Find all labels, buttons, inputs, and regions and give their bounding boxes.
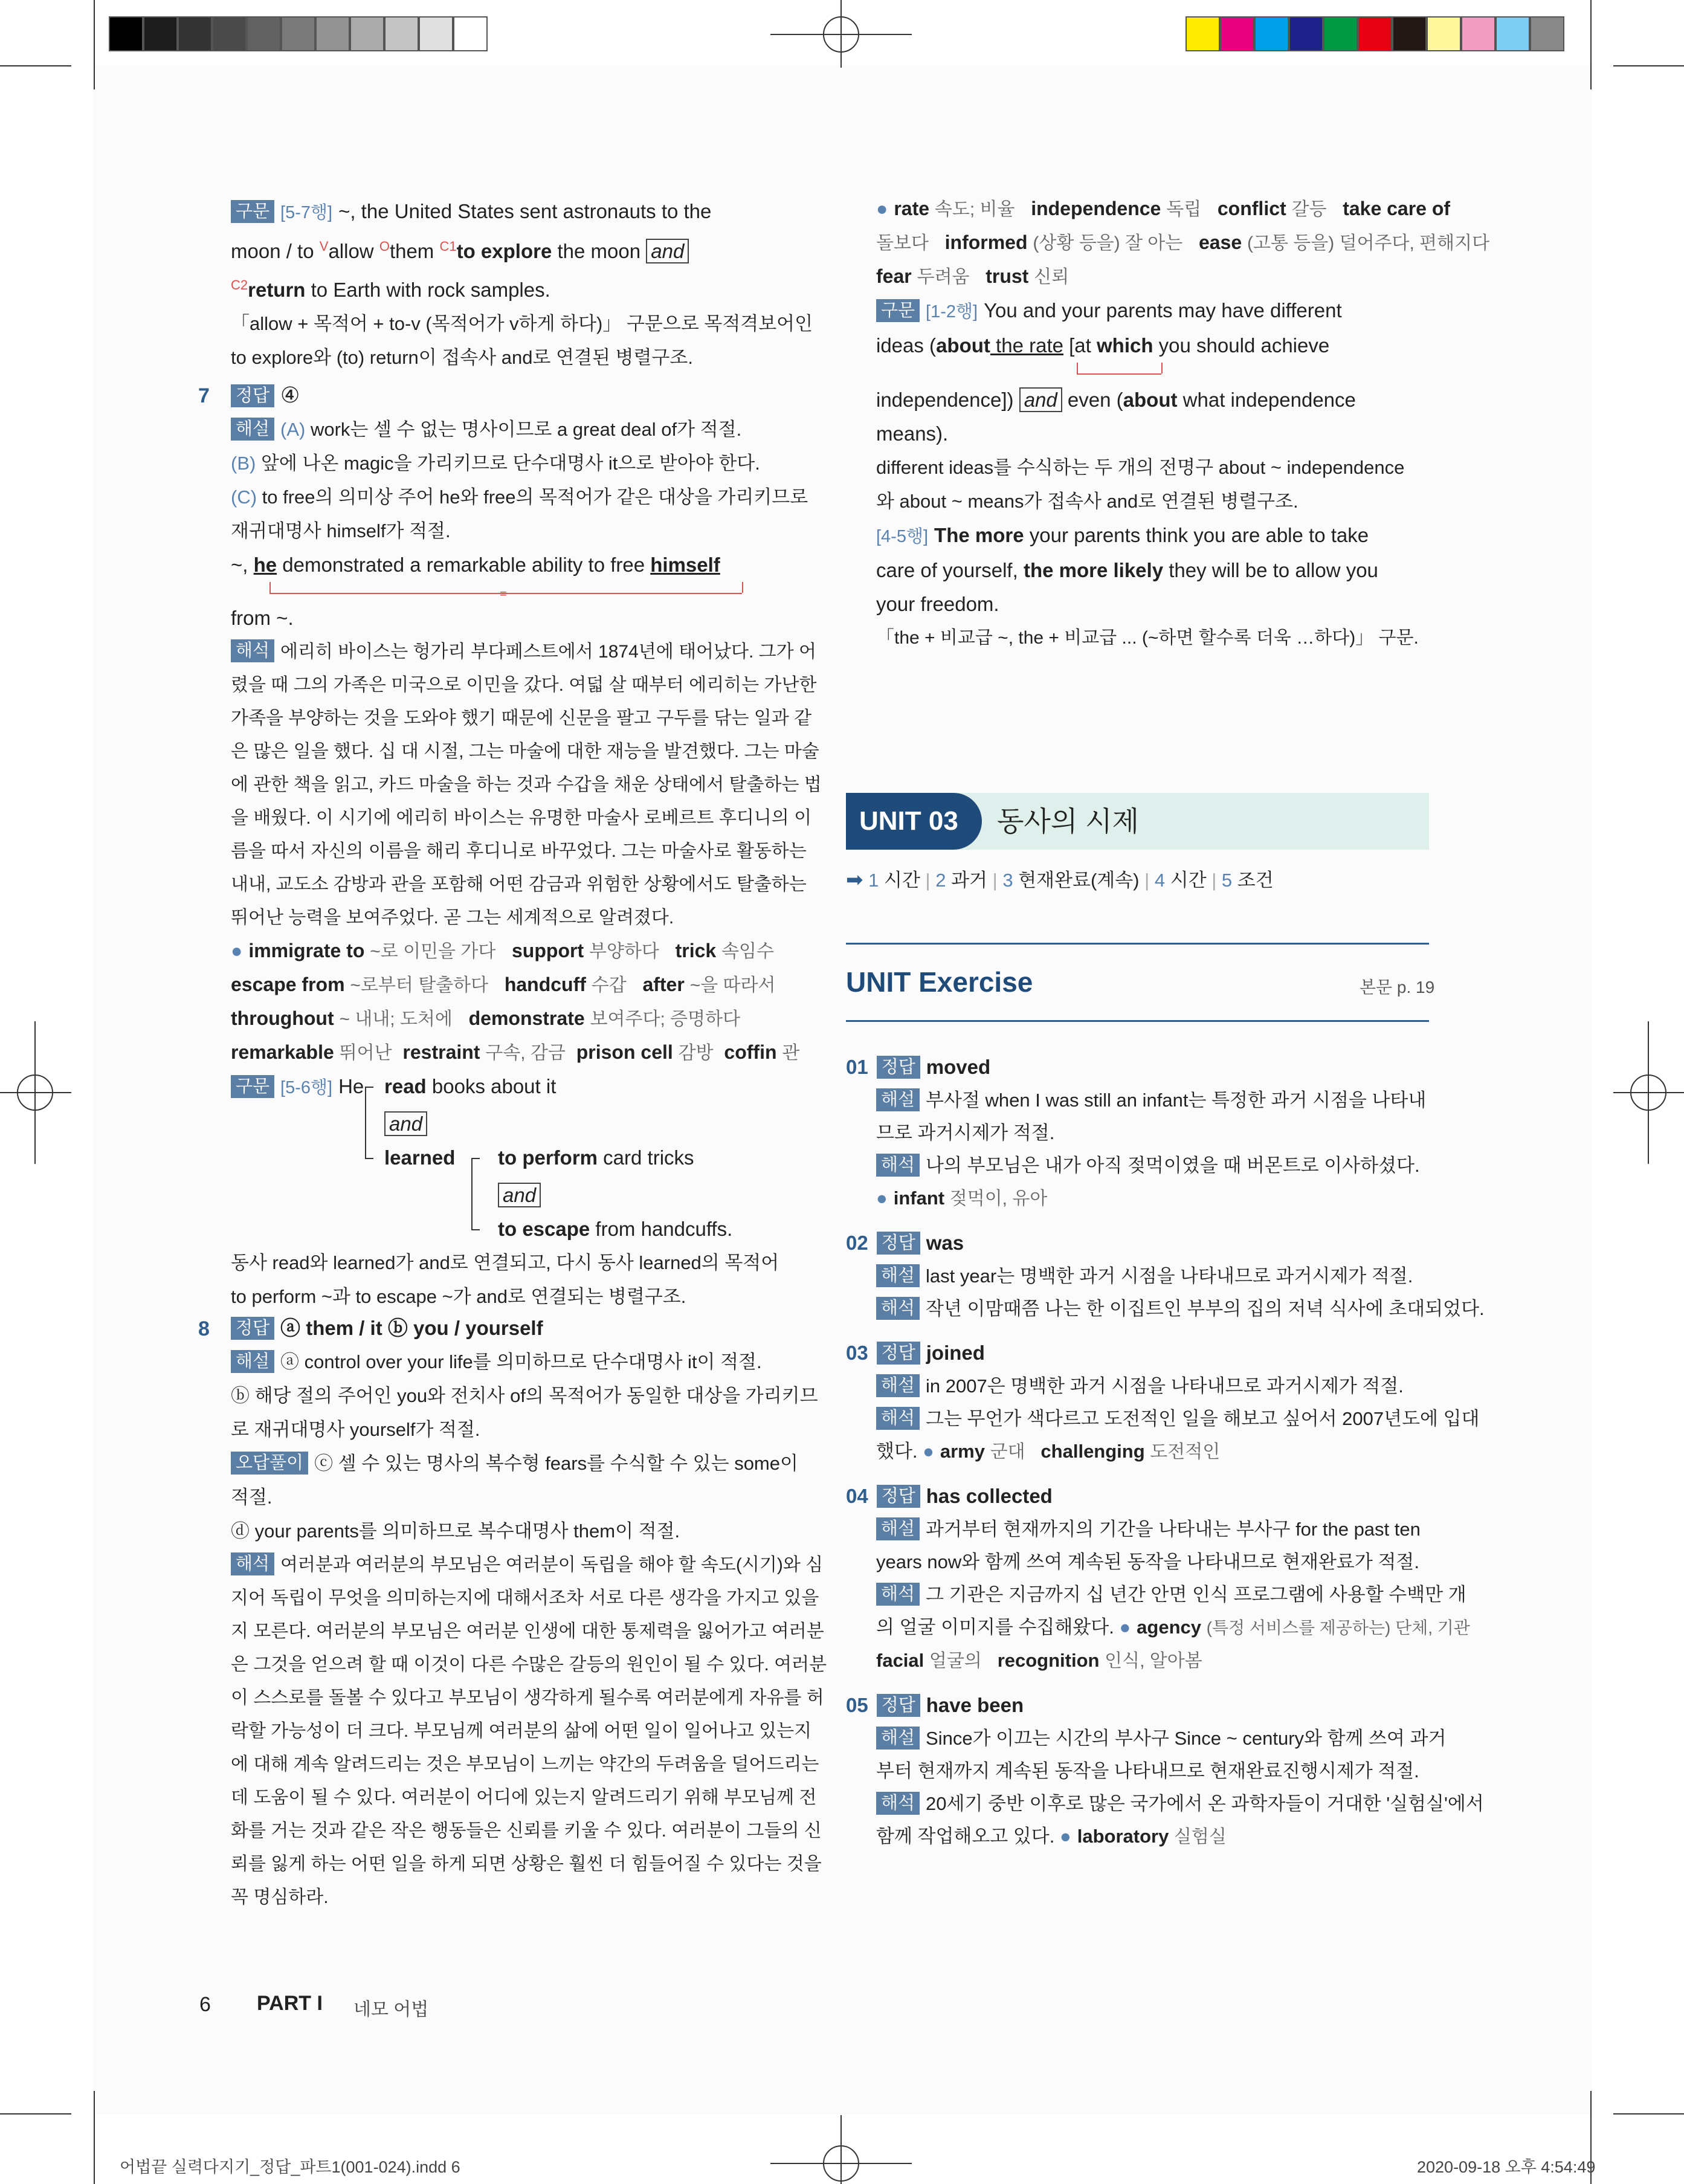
explanation-text: 과거부터 현재까지의 기간을 나타내는 부사구 for the past ten [926,1519,1421,1540]
sentence-text: [at [1063,334,1097,357]
translation-line: 름을 따서 자신의 이름을 해리 후디니로 바꾸었다. 그는 마술사로 활동하는 [231,841,807,861]
explanation-text: ⓑ 해당 절의 주어인 you와 전치사 of의 목적어가 동일한 대상을 가리키므 [231,1385,818,1406]
vocab-meaning: 부양하다 [589,942,659,961]
translation-line: 데 도움이 될 수 있다. 여러분이 어디에 있는지 알려드리기 위해 부모님께 전 [231,1788,817,1808]
vocab-word: independence [1031,198,1161,219]
arrow-right-icon: ➡ [846,868,863,891]
tag-explanation: 해설 [876,1374,920,1397]
crop-mark [0,2113,71,2115]
answer-text: was [926,1232,964,1254]
unit-link-label[interactable]: 조건 [1237,870,1274,891]
boxed-and: and [384,1111,427,1136]
vocab-meaning: ~을 따라서 [689,975,776,995]
sentence-text: moon / to [231,240,320,262]
crop-mark [94,2091,95,2184]
translation-line: 가족을 부양하는 것을 도와야 했기 때문에 신문을 팔고 구두를 닦는 일과 같 [231,708,812,728]
answer-text: have been [926,1694,1024,1716]
vocab-meaning: 보여주다; 증명하다 [590,1009,741,1029]
tag-translation: 해석 [876,1154,920,1177]
vocab-meaning: 젖먹이, 유아 [949,1189,1048,1209]
vocab-word: infant [893,1187,945,1209]
vocab-line [231,1036,800,1070]
grammar-note-5-7 [231,195,787,230]
vocab-meaning: 얼굴의 [929,1651,982,1671]
sentence-line [231,230,787,268]
phrase-the-more-likely: the more likely [1023,559,1164,581]
translation-line: 나의 부모님은 내가 아직 젖먹이였을 때 버몬트로 이사하셨다. [926,1155,1420,1176]
translation-line: 에리히 바이스는 헝가리 부다페스트에서 1874년에 태어났다. 그가 어 [280,642,816,662]
line-ref: [5-6행] [280,1078,333,1097]
tag-answer: 정답 [877,1342,920,1365]
explanation-text: ⓓ your parents를 의미하므로 복수대명사 them이 적절. [231,1520,680,1542]
vocab-word: throughout [231,1007,334,1029]
translation-line: 렸을 때 그의 가족은 미국으로 이민을 갔다. 여덟 살 때부터 에리히는 가난한 [231,675,817,695]
divider [846,1020,1429,1022]
line-ref: [5-7행] [280,203,333,222]
tag-translation: 해석 [876,1407,920,1430]
tag-translation: 해석 [876,1792,920,1815]
explanation-text: last year는 명백한 과거 시점을 나타내므로 과거시제가 적절. [926,1265,1413,1287]
translation-line: 지 모른다. 여러분의 부모님은 여러분 인생에 대한 통제력을 잃어가고 여러분 [231,1621,824,1641]
answer-text: moved [926,1056,991,1078]
unit-links: ➡ 1 시간 | 2 과거 | 3 현재완료(계속) | 4 시간 | 5 조건 [846,868,1274,891]
tag-explanation: 해설 [231,1350,274,1373]
color-swatch [212,16,247,51]
vocab-word: agency [1137,1617,1202,1638]
tag-explanation: 해설 [876,1727,920,1749]
color-swatch [178,16,212,51]
vocab-meaning: 속임수 [721,942,775,961]
word-he: he [253,554,277,576]
vocab-meaning: 두려움 [917,267,970,287]
vocab-meaning: 독립 [1166,199,1202,219]
exercise-list: 01 정답 moved 해설 부사절 when I was still an infant는 특정한 과거 시점을 나타내 므로 과거시제가 적절. 해석 나의 부모님은 내가 아직 젖먹이였을 때 버몬트로 이사하셨다. ● infant 젖먹이, 유아 02 정답 was 해설 last year는 명백한 과거 시점을 나타내므로 과거시제가 적절. 해석 작년 이맘때쯤 나는 한 이집트인 부부의 집의 저녁 식사에 초대되었다. 03 정답 joined 해설 in 2007은 명백한 과거 시점을 나타내므로 과거시제가 적절. 해석 그는 무언가 색다르고 도전적인 일을 해보고 싶어서 2007년도에 입대 했다. ● army 군대 challenging 도전적인 04 정답 has collected 해설 과거부터 현재까지의 기간을 나타내는 부사구 for the past ten years now와 함께 쓰여 계속된 동작을 나타내므로 현재완료가 적절. 해석 그 기관은 지금까지 십 년간 안면 인식 프로그램에 사용할 수백만 개 의 얼굴 이미지를 수집해왔다. ● agency (특정 서비스를 제공하는) 단체, 기관 facial 얼굴의 recognition 인식, 알아봄 05 정답 have been 해설 Since가 이끄는 시간의 부사구 Since ~ century와 함께 쓰여 과거 부터 현재까지 계속된 동작을 나타내므로 현재완료진행시제가 적절. 해석 20세기 중반 이후로 많은 국가에서 온 과학자들이 거대한 '실험실'에서 함께 작업해오고 있다. ● laboratory 실험실 [846,1056,1485,1847]
vocab-word: restraint [402,1041,480,1063]
tag-answer: 정답 [877,1232,920,1255]
translation-line: 락할 가능성이 더 크다. 부모님께 여러분의 삶에 어떤 일이 일어나고 있는지 [231,1721,812,1741]
label-c2: C2 [231,277,248,292]
item-c: (C) [231,486,257,508]
tag-answer: 정답 [877,1056,920,1079]
boxed-and: and [498,1183,541,1207]
answer-text: has collected [926,1485,1053,1507]
note-text: 동사 read와 learned가 and로 연결되고, 다시 동사 learned의 목적어 [231,1252,779,1273]
vocab-word: support [512,940,584,961]
vocab-word: ease [1198,231,1242,253]
sentence-text: your parents think you are able to take [1024,524,1369,546]
vocab-line: ● immigrate to ~로 이민을 가다 support 부양하다 trick 속임수 [231,940,775,961]
book-title: 네모 어법 [353,2000,429,2020]
explanation-text: years now와 함께 쓰여 계속된 동작을 나타내므로 현재완료가 적절. [876,1551,1419,1572]
slug-filename: 어법끝 실력다지기_정답_파트1(001-024).indd 6 [120,2158,460,2176]
color-swatch [1495,16,1530,51]
diagram-text: card tricks [598,1146,694,1169]
explanation-text: 재귀대명사 himself가 적절. [231,520,451,541]
phrase-the-more: The more [934,524,1024,546]
vocab-word: recognition [997,1650,1100,1671]
word-to-explore: to explore [456,240,552,262]
label-o: O [379,239,390,254]
example-sentence [231,548,787,582]
explanation-text: ⓒ 셀 수 있는 명사의 복수형 fears를 수식할 수 있는 some이 [314,1453,798,1474]
vocab-word: conflict [1217,198,1286,219]
explanation-text: to free의 의미상 주어 he와 free의 목적어가 같은 대상을 가리키므로 [257,486,808,508]
answer-text: ④ [280,383,300,407]
color-swatch [1220,16,1254,51]
vocab-meaning: 뛰어난 [339,1043,392,1063]
color-swatch [247,16,281,51]
label-c1: C1 [439,239,457,254]
vocab-word: coffin [724,1041,777,1063]
color-swatch [1461,16,1495,51]
color-swatch [419,16,453,51]
color-swatch [1427,16,1461,51]
word-about: about [936,334,990,357]
color-swatch [350,16,384,51]
sentence-text: what independence [1177,389,1356,411]
explanation-text: 므로 과거시제가 적절. [876,1122,1055,1143]
tag-explanation: 해설 [231,418,274,441]
translation-line: 에 관한 책을 읽고, 카드 마술을 하는 것과 수갑을 채운 상태에서 탈출하는 법 [231,775,822,795]
word-himself: himself [650,554,720,576]
page-number: 6 [199,1993,211,2016]
tag-grammar: 구문 [876,299,920,322]
grayscale-swatch-bar [109,16,488,51]
translation-line: 에 대해 계속 알려드리는 것은 부모님이 느끼는 약간의 두려움을 덜어드리는 [231,1754,819,1774]
sentence-line [231,268,787,307]
explanation-text: 로 재귀대명사 yourself가 적절. [231,1419,480,1440]
note-text: to perform ~과 to escape ~가 and로 연결되는 병렬구조. [231,1286,686,1307]
color-swatch [1186,16,1220,51]
question-number-8: 8 [198,1317,210,1340]
translation-line: 뛰어난 능력을 보여주었다. 곧 그는 세계적으로 알려졌다. [231,908,674,928]
which-bracket [876,363,1432,383]
color-swatch [1289,16,1323,51]
explanation-text: 적절. [231,1487,273,1508]
vocab-meaning: 인식, 알아봄 [1105,1651,1202,1671]
tag-explanation: 해설 [876,1517,920,1540]
vocab-line [231,968,787,1002]
vocab-meaning: 구속, 감금 [485,1043,566,1063]
tag-translation: 해석 [876,1297,920,1320]
item-b: (B) [231,453,256,474]
explanation-text: 부터 현재까지 계속된 동작을 나타내므로 현재완료진행시제가 적절. [876,1760,1419,1782]
color-swatch [1530,16,1564,51]
part-number: I [317,1992,323,2015]
vocab-word: take care of [1343,198,1451,219]
color-swatch [384,16,419,51]
question-7 [231,378,822,1314]
vocab-meaning: 수갑 [591,975,627,995]
tag-translation: 해석 [231,639,274,662]
vocab-meaning: (상황 등을) 잘 아는 [1033,233,1183,253]
color-swatch [1392,16,1427,51]
crop-mark [94,0,95,89]
note-text: 「the + 비교급 ~, the + 비교급 ... (~하면 할수록 더욱 …하다)」 구문. [876,628,1419,648]
sentence-text: means). [876,422,949,445]
label-v: V [319,239,329,254]
vocab-meaning: 신뢰 [1034,267,1069,287]
unit-link-number[interactable]: 3 [1002,870,1013,891]
vocab-line [231,1002,787,1036]
vocab-word: handcuff [504,974,586,995]
tag-translation: 해석 [876,1583,920,1606]
vocab-word: challenging [1040,1441,1145,1462]
crop-mark [1613,2113,1684,2115]
sentence-text: care of yourself, [876,559,1024,581]
tag-answer: 정답 [877,1485,920,1508]
item-number: 01 [846,1056,868,1078]
vocab-word: trick [675,940,717,961]
color-swatch [1323,16,1358,51]
vocab-word: informed [944,231,1028,253]
structure-diagram [231,1070,787,1246]
sentence-text: your freedom. [876,593,999,615]
word-return: return [248,279,306,301]
tag-answer: 정답 [231,1317,274,1340]
note-text: to explore와 (to) return이 접속사 and로 연결된 병렬구조. [231,347,693,368]
exercise-page-ref: 본문 p. 19 [1360,978,1435,997]
color-swatch [1358,16,1392,51]
vocab-meaning: (고통 등을) 덜어주다, 편해지다 [1247,233,1490,253]
example-text: demonstrated a remarkable ability to free [277,554,651,576]
translation-8 [231,1548,827,1914]
sentence-text: to Earth with rock samples. [305,279,550,301]
tag-answer: 정답 [877,1694,920,1717]
example-text: from ~. [231,607,294,629]
explanation-text: ⓐ control over your life를 의미하므로 단수대명사 it이 적절. [280,1351,762,1372]
unit-link-label[interactable]: 현재완료(계속) [1018,870,1140,891]
line-ref: [4-5행] [876,527,929,546]
translation-line: 그는 무언가 색다르고 도전적인 일을 해보고 싶어서 2007년도에 입대 [926,1408,1480,1429]
item-a: (A) [280,419,306,440]
item-number: 04 [846,1485,868,1507]
left-column [231,195,813,375]
vocab-meaning: 도전적인 [1150,1442,1221,1462]
vocab-word: immigrate to [248,940,365,961]
phrase-the-rate: the rate [990,334,1063,357]
explanation-text: 부사절 when I was still an infant는 특정한 과거 시점을 나타내 [926,1090,1427,1111]
equal-sign: = [500,587,507,601]
vocab-word: army [940,1441,985,1462]
item-number: 05 [846,1694,868,1716]
note-text: 「allow + 목적어 + to-v (목적어가 v하게 하다)」 구문으로 목적격보어인 [231,313,813,334]
vocab-word: demonstrate [468,1007,585,1029]
vocab-meaning: 감방 [678,1043,714,1063]
sentence-text: even ( [1062,389,1123,411]
answer-text: joined [926,1342,985,1364]
vocab-word: after [642,974,685,995]
vocab-word: facial [876,1650,924,1671]
translation-7 [231,635,822,934]
question-number-7: 7 [198,384,210,407]
word-read: read [384,1075,427,1097]
translation-line: 을 배웠다. 이 시기에 에리히 바이스는 유명한 마술사 로베르트 후디니의 이 [231,808,812,828]
tag-grammar: 구문 [231,200,274,223]
vocab-meaning: 군대 [990,1442,1025,1462]
item-number: 02 [846,1232,868,1254]
unit-link-number[interactable]: 5 [1221,870,1233,891]
vocab-word: escape from [231,974,345,995]
exercise-title: UNIT Exercise [846,966,1033,998]
crop-mark [0,65,71,66]
color-swatch [315,16,350,51]
part-text: PART [257,1992,312,2015]
answer-text: ⓐ them / it ⓑ you / yourself [280,1317,543,1339]
crop-mark [1590,0,1592,89]
line-ref: [1-2행] [926,302,978,321]
vocab-meaning: ~로 이민을 가다 [370,942,496,961]
translation-line: 꼭 명심하라. [231,1887,329,1907]
equal-bracket [231,582,787,601]
sentence-text: the moon [552,240,647,262]
slug-timestamp: 2020-09-18 오후 4:54:49 [1417,2158,1596,2176]
translation-line: 했다. [876,1441,918,1462]
unit-title: 동사의 시제 [997,806,1139,837]
word-learned: learned [384,1146,456,1169]
unit-link-label[interactable]: 과거 [951,870,987,891]
translation-line: 내내, 교도소 감방과 관을 포함해 어떤 감금과 위험한 상황에서도 탈출하는 [231,874,807,894]
word-about: about [1123,389,1178,411]
explanation-text: work는 셀 수 없는 명사이므로 a great deal of가 적절. [305,419,742,440]
diagram-text: books about it [426,1075,556,1097]
vocab-word: rate [894,198,930,219]
explanation-text: 앞에 나온 magic을 가리키므로 단수대명사 it으로 받아야 한다. [256,453,760,474]
crop-mark [1613,65,1684,66]
registration-mark [1648,1021,1649,1164]
vocab-meaning: 돌보다 [876,233,929,253]
word-he: He [338,1075,364,1097]
vocab-word: remarkable [231,1041,334,1063]
boxed-and: and [646,239,689,263]
registration-mark [840,2115,842,2184]
word-them: them [389,240,440,262]
sentence-text: ideas ( [876,334,937,357]
boxed-and: and [1019,387,1062,412]
tag-explanation: 해설 [876,1264,920,1287]
translation-line: 이 스스로를 돌볼 수 있다고 부모님이 생각하게 될수록 여러분에게 자유를 허 [231,1688,824,1708]
diagram-text: from handcuffs. [590,1218,733,1240]
color-swatch [109,16,143,51]
vocab-meaning: 관 [782,1043,800,1063]
translation-line: 함께 작업해오고 있다. [876,1826,1055,1847]
vocab-word: prison cell [576,1041,673,1063]
color-swatch [453,16,488,51]
unit-link-label[interactable]: 시간 [1170,870,1207,891]
translation-line: 은 많은 일을 했다. 십 대 시절, 그는 마술에 대한 재능을 발견했다. 그는 마술 [231,741,819,761]
vocab-meaning: 갈등 [1291,199,1327,219]
item-number: 03 [846,1342,868,1364]
vocab-word: fear [876,265,912,287]
translation-line: 지어 독립이 무엇을 의미하는지에 대해서조차 서로 다른 생각을 가지고 있을 [231,1588,819,1608]
vocab-word: laboratory [1077,1826,1169,1847]
vocab-meaning: (특정 서비스를 제공하는) 단체, 기관 [1206,1618,1470,1637]
registration-mark [0,1092,71,1093]
vocab-word: trust [986,265,1029,287]
right-column-top: ● rate 속도; 비율 independence 독립 conflict 갈등 take care of 돌보다 informed (상황 등을) 잘 아는 ease (고통 등을) 덜어주다, 편해지다 fear 두려움 trust 신뢰 구문 [1-2행] You and your parents may have different ideas (about the rate [at which you should achieve independence]) and even (about what independence means). different ideas를 수식하는 두 개의 전명구 about ~ independence 와 about ~ means가 접속사 and로 연결된 병렬구조. [4-5행] The more your parents think you are able to take care of yourself, the more likely they will be to allow you your freedom. 「the + 비교급 ~, the + 비교급 ... (~하면 할수록 더욱 …하다)」 구문. [876,192,1432,655]
unit-link-number[interactable]: 1 [868,870,879,891]
tag-translation: 해석 [231,1552,274,1575]
tag-explanation: 해설 [876,1088,920,1111]
tag-answer: 정답 [231,384,274,407]
part-label [257,1992,323,2015]
vocab-meaning: 속도; 비율 [934,199,1015,219]
unit-link-label[interactable]: 시간 [884,870,920,891]
explanation-text: in 2007은 명백한 과거 시점을 나타내므로 과거시제가 적절. [926,1375,1404,1397]
question-8 [231,1311,827,1914]
word-which: which [1097,334,1153,357]
translation-line: 은 그것을 얻으려 할 때 이것이 다른 수많은 갈등의 원인이 될 수 있다. 여러분 [231,1655,827,1675]
color-swatch [1254,16,1289,51]
translation-line: 의 얼굴 이미지를 수집해왔다. [876,1617,1114,1638]
vocab-meaning: ~로부터 탈출하다 [350,975,489,995]
color-swatch [143,16,178,51]
sentence-text: independence]) [876,389,1019,411]
word-allow: allow [328,240,379,262]
sentence-text: you should achieve [1153,334,1330,357]
explanation-text: Since가 이끄는 시간의 부사구 Since ~ century와 함께 쓰여 과거 [926,1728,1447,1749]
translation-line: 20세기 중반 이후로 많은 국가에서 온 과학자들이 거대한 '실험실'에서 [926,1793,1484,1814]
registration-mark [34,1021,36,1164]
translation-line: 뢰를 잃게 하는 어떤 일을 하게 되면 상황은 훨씬 더 힘들어질 수 있다는 것을 [231,1854,822,1874]
note-text: different ideas를 수식하는 두 개의 전명구 about ~ independence [876,457,1405,478]
sentence-text: You and your parents may have different [984,299,1342,321]
sentence-text: ~, the United States sent astronauts to the [338,200,712,222]
tag-wrong-answer: 오답풀이 [231,1452,308,1475]
unit-link-number[interactable]: 2 [935,870,946,891]
example-text: ~, [231,554,254,576]
unit-label: UNIT 03 [846,793,982,850]
registration-mark [840,0,842,68]
translation-line: 그 기관은 지금까지 십 년간 안면 인식 프로그램에 사용할 수백만 개 [926,1584,1466,1605]
tag-grammar: 구문 [231,1075,274,1098]
translation-line: 작년 이맘때쯤 나는 한 이집트인 부부의 집의 저녁 식사에 초대되었다. [926,1298,1485,1319]
translation-line: 여러분과 여러분의 부모님은 여러분이 독립을 해야 할 속도(시기)와 심 [280,1555,824,1575]
divider [846,943,1429,945]
vocab-meaning: ~ 내내; 도처에 [339,1009,453,1029]
word-to-perform: to perform [498,1146,598,1169]
sentence-text: they will be to allow you [1163,559,1378,581]
unit-link-number[interactable]: 4 [1154,870,1166,891]
word-to-escape: to escape [498,1218,590,1240]
color-swatch-bar [1186,16,1564,51]
translation-line: 화를 거는 것과 같은 작은 행동들은 신뢰를 키울 수 있다. 여러분이 그들의 신 [231,1821,822,1841]
color-swatch [281,16,315,51]
vocab-meaning: 실험실 [1173,1827,1227,1847]
note-text: 와 about ~ means가 접속사 and로 연결된 병렬구조. [876,491,1298,512]
